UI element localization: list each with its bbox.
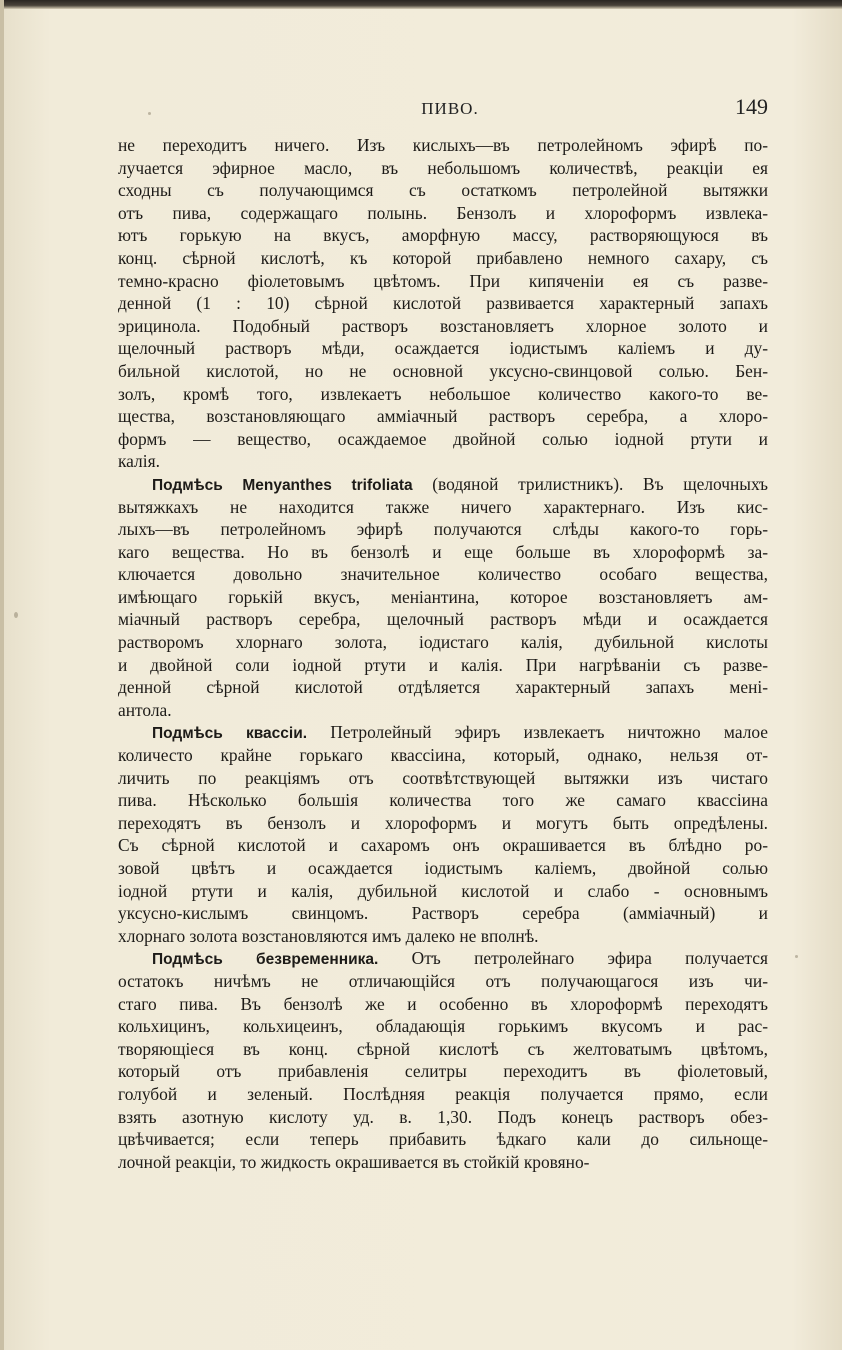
paragraph bbox=[118, 134, 768, 473]
text-line: зовой цвѣтъ и осаждается іодистымъ каліемъ, двойной солью bbox=[118, 858, 768, 878]
text-line: уксусно-кислымъ свинцомъ. Растворъ серебра (амміачный) и bbox=[118, 903, 768, 924]
text-line: творяющіеся въ конц. сѣрной кислотѣ съ желтоватымъ цвѣтомъ, bbox=[118, 1038, 768, 1059]
text-line: хлорнаго золота возстановляются имъ далеко не вполнѣ. bbox=[118, 925, 539, 946]
text-line: растворомъ хлорнаго золота, іодистаго калія, дубильной кислоты bbox=[118, 632, 768, 653]
text-line: калія. bbox=[118, 451, 160, 472]
text-line: формъ — вещество, осаждаемое двойной солью іодной ртути и bbox=[118, 428, 768, 449]
text-line: ютъ горькую на вкусъ, аморфную массу, растворяющуюся въ bbox=[118, 225, 768, 246]
text-line: лочной реакціи, то жидкость окрашивается въ стойкій кровяно- bbox=[118, 1151, 590, 1172]
text-line: который отъ прибавленія селитры переходитъ въ фіолетовый, bbox=[118, 1061, 768, 1082]
text-line: денной (1 : 10) сѣрной кислотой развивается характерный запахъ bbox=[118, 293, 768, 314]
text-line: ключается довольно значительное количество особаго вещества, bbox=[118, 564, 768, 585]
page-number: 149 bbox=[735, 94, 768, 119]
page-left-edge bbox=[0, 0, 4, 1350]
section-heading: Подмѣсь безвременника. bbox=[152, 951, 379, 969]
text-run: Отъ петролейнаго эфира получается bbox=[378, 948, 768, 969]
section-heading: Подмѣсь Menyanthes trifoliata bbox=[152, 476, 413, 494]
running-title: ПИВО. bbox=[421, 99, 479, 118]
text-line: цвѣчивается; если теперь прибавить ѣдкаго кали до сильноще- bbox=[118, 1129, 768, 1150]
text-line: пива. Нѣсколько большія количества того же самаго квассіина bbox=[118, 790, 768, 811]
text-line: количесто крайне горькаго квассіина, который, однако, нельзя от- bbox=[118, 745, 768, 766]
paragraph bbox=[118, 721, 768, 947]
text-line: сходны съ получающимся съ остаткомъ петролейной вытяжки bbox=[118, 180, 768, 201]
text-line: остатокъ ничѣмъ не отличающійся отъ получающагося изъ чи- bbox=[118, 970, 768, 991]
paper-speck bbox=[14, 612, 18, 618]
text-line bbox=[118, 721, 768, 744]
text-line: вытяжкахъ не находится также ничего характернаго. Изъ кис- bbox=[118, 496, 768, 517]
text-line: денной сѣрной кислотой отдѣляется характерный запахъ мені- bbox=[118, 677, 768, 698]
text-line: міачный растворъ серебра, щелочный растворъ мѣди и осаждается bbox=[118, 609, 768, 630]
page-top-edge bbox=[0, 0, 842, 9]
text-line: имѣющаго горькій вкусъ, меніантина, которое возстановляетъ ам- bbox=[118, 586, 768, 607]
text-line: іодной ртути и калія, дубильной кислотой и слабо - основнымъ bbox=[118, 880, 768, 901]
paragraph bbox=[118, 473, 768, 722]
text-line: антола. bbox=[118, 699, 172, 720]
text-run: (водяной трилистникъ). Въ щелочныхъ bbox=[412, 473, 769, 494]
text-line: эрицинола. Подобный растворъ возстановляетъ хлорное золото и bbox=[118, 315, 768, 336]
text-line: не переходитъ ничего. Изъ кислыхъ—въ петролейномъ эфирѣ по- bbox=[118, 135, 768, 155]
text-line: щества, возстановляющаго амміачный растворъ серебра, а хлоро- bbox=[118, 406, 768, 427]
text-line: переходятъ въ бензолъ и хлороформъ и могутъ быть опредѣлены. bbox=[118, 812, 768, 833]
paper-speck bbox=[795, 955, 798, 958]
text-line: каго вещества. Но въ бензолѣ и еще больше въ хлороформѣ за- bbox=[118, 541, 768, 562]
text-line: взять азотную кислоту уд. в. 1,30. Подъ конецъ растворъ обез- bbox=[118, 1106, 768, 1127]
text-line bbox=[118, 947, 768, 970]
text-line: личить по реакціямъ отъ соотвѣтствующей вытяжки изъ чистаго bbox=[118, 767, 768, 788]
paragraph bbox=[118, 947, 768, 1173]
section-heading: Подмѣсь квассіи. bbox=[152, 725, 308, 743]
text-line: кольхицинъ, кольхицеинъ, обладающія горькимъ вкусомъ и рас- bbox=[118, 1016, 768, 1037]
text-line: щелочный растворъ мѣди, осаждается іодистымъ каліемъ и ду- bbox=[118, 338, 768, 359]
text-line: лучается эфирное масло, въ небольшомъ количествѣ, реакціи ея bbox=[118, 157, 768, 178]
text-line: и двойной соли іодной ртути и калія. При нагрѣваніи съ разве- bbox=[118, 654, 768, 675]
body-text bbox=[118, 134, 768, 1173]
text-line: отъ пива, содержащаго полынь. Бензолъ и хлороформъ извлека- bbox=[118, 202, 768, 223]
text-line: бильной кислотой, но не основной уксусно-свинцовой солью. Бен- bbox=[118, 360, 768, 381]
paper-speck bbox=[148, 112, 151, 115]
text-line: стаго пива. Въ бензолѣ же и особенно въ хлороформѣ переходятъ bbox=[118, 993, 768, 1014]
text-line: голубой и зеленый. Послѣдняя реакція получается прямо, если bbox=[118, 1083, 768, 1104]
text-line: конц. сѣрной кислотѣ, къ которой прибавлено немного сахару, съ bbox=[118, 247, 768, 268]
text-run: Петролейный эфиръ извлекаетъ ничтожно малое bbox=[307, 722, 768, 743]
text-line: темно-красно фіолетовымъ цвѣтомъ. При кипяченіи ея съ разве- bbox=[118, 270, 768, 291]
page-header bbox=[118, 94, 768, 124]
text-line bbox=[118, 473, 768, 496]
text-line: лыхъ—въ петролейномъ эфирѣ получаются слѣды какого-то горь- bbox=[118, 519, 768, 540]
text-line: золъ, кромѣ того, извлекаетъ небольшое количество какого-то ве- bbox=[118, 383, 768, 404]
text-line: Съ сѣрной кислотой и сахаромъ онъ окрашивается въ блѣдно ро- bbox=[118, 835, 768, 856]
